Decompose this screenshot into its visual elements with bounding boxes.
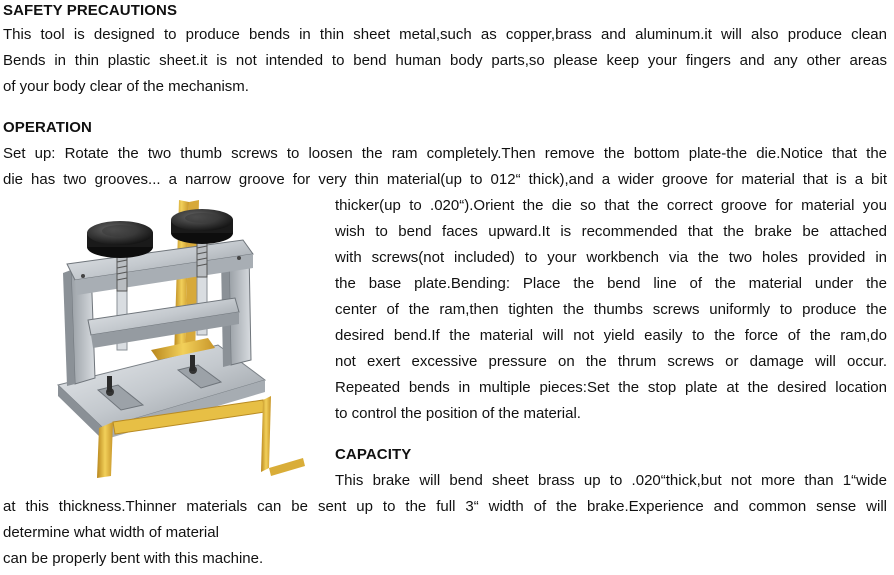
safety-line: of your body clear of the mechanism. (3, 78, 249, 95)
operation-line: center of the ram,then tighten the thumbs screws uniformly to produce the (335, 301, 887, 318)
safety-heading: SAFETY PRECAUTIONS (3, 2, 178, 19)
operation-line: thicker(up to .020“).Orient the die so that the correct groove for material you (335, 197, 887, 214)
capacity-line: This brake will bend sheet brass up to .020“thick,but not more than 1“wide (335, 472, 887, 489)
capacity-heading: CAPACITY (335, 446, 412, 463)
operation-line: Repeated bends in multiple pieces:Set the stop plate at the desired location (335, 379, 887, 396)
safety-line: This tool is designed to produce bends in thin sheet metal,such as copper,brass and aluminum.it will also produce clean (3, 26, 887, 43)
thumb-knob-right (171, 209, 233, 244)
operation-line: to control the position of the material. (335, 405, 581, 422)
operation-line: wish to bend faces upward.It is recommended that the brake be attached (335, 223, 887, 240)
operation-line: not exert excessive pressure on the thrum screws or damage will occur. (335, 353, 887, 370)
operation-line: Set up: Rotate the two thumb screws to loosen the ram completely.Then remove the bottom plate-the die.Notice that the (3, 145, 887, 162)
operation-line: with screws(not included) to your workbench via the two holes provided in (335, 249, 887, 266)
operation-line: the base plate.Bending: Place the bend line of the material under the (335, 275, 887, 292)
operation-heading: OPERATION (3, 119, 92, 136)
safety-line: Bends in thin plastic sheet.it is not intended to bend human body parts,so please keep your fingers and any other areas (3, 52, 887, 69)
bending-brake-photo (3, 200, 325, 478)
capacity-line: at this thickness.Thinner materials can be sent up to the full 3“ width of the brake.Experience and common sense will (3, 498, 887, 515)
thumb-knob-left (87, 221, 153, 258)
capacity-line: can be properly bent with this machine. (3, 550, 264, 567)
operation-line: die has two grooves... a narrow groove for very thin material(up to 012“ thick),and a wider groove for material that is a bit (3, 171, 887, 188)
operation-line: desired bend.If the material will not yield easily to the force of the ram,do (335, 327, 887, 344)
capacity-line: determine what width of material (3, 524, 219, 541)
